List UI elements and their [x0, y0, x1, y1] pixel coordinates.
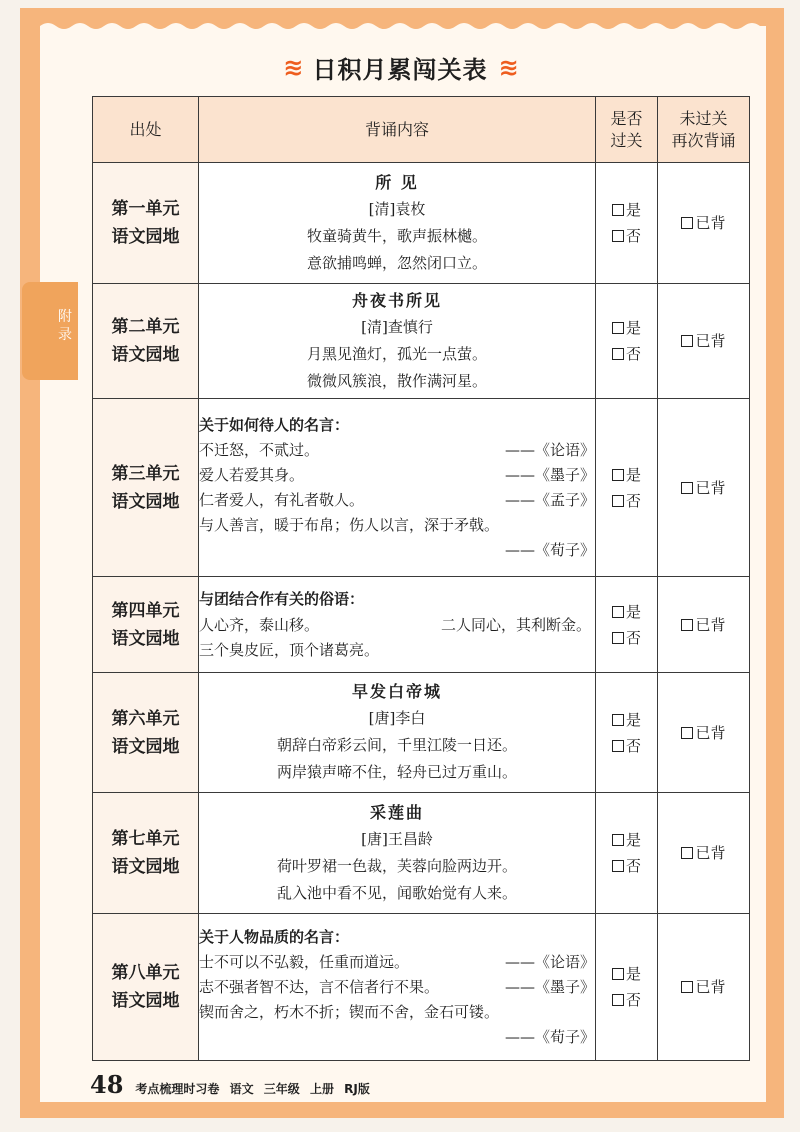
- poem-title: 采莲曲: [369, 802, 424, 822]
- quote-line: 锲而舍之，朽木不折；锲而不舍，金石可镂。: [199, 1002, 500, 1021]
- passed-cell: [596, 793, 658, 914]
- retry-cell: [658, 793, 750, 914]
- checkbox-square-icon: [681, 727, 693, 739]
- passed-no-checkbox[interactable]: 否: [596, 625, 657, 651]
- quote-group-heading: 关于如何待人的名言：: [199, 415, 350, 434]
- poem-line: 微微风簇浪，散作满河星。: [306, 371, 487, 390]
- poem-line: 两岸猿声啼不住，轻舟已过万重山。: [276, 763, 517, 781]
- checkbox-square-icon: [681, 619, 693, 631]
- passed-yes-checkbox[interactable]: 是: [596, 315, 657, 341]
- passed-cell: [596, 284, 658, 399]
- checkbox-square-icon: [612, 495, 624, 507]
- poem-author: [唐]李白: [368, 709, 426, 727]
- poem-line: 荷叶罗裙一色裁，芙蓉向脸两边开。: [276, 856, 517, 875]
- recitation-checklist-table: [92, 96, 750, 1061]
- header-source: 出处: [93, 97, 199, 163]
- quote-group-heading: 关于人物品质的名言：: [199, 927, 350, 946]
- page-title-bar: [0, 50, 800, 85]
- checkbox-square-icon: [612, 606, 624, 618]
- retry-cell: [658, 163, 750, 284]
- checkbox-square-icon: [612, 740, 624, 752]
- quote-line: 爱人若爱其身。 ——《墨子》: [199, 465, 595, 484]
- passed-cell: [596, 399, 658, 577]
- passed-yes-checkbox[interactable]: 是: [596, 462, 657, 488]
- passed-yes-checkbox[interactable]: 是: [596, 961, 657, 987]
- checkbox-square-icon: [612, 834, 624, 846]
- wave-decoration-right-icon: ≋: [498, 53, 517, 82]
- passed-no-checkbox[interactable]: 否: [596, 853, 657, 879]
- table-row: [93, 284, 750, 399]
- quote-source: ——《荀子》: [504, 1027, 595, 1046]
- table-row: [93, 163, 750, 284]
- passed-no-checkbox[interactable]: 否: [596, 223, 657, 249]
- checkbox-square-icon: [681, 217, 693, 229]
- checkbox-square-icon: [612, 994, 624, 1006]
- passed-cell: [596, 163, 658, 284]
- checkbox-square-icon: [612, 632, 624, 644]
- checkbox-square-icon: [612, 230, 624, 242]
- table-row: [93, 399, 750, 577]
- recited-checkbox[interactable]: 已背: [658, 210, 749, 236]
- poem-title: 所 见: [375, 172, 419, 192]
- book-info: 考点梳理时习卷 语文 三年级 上册 RJ版: [135, 1082, 370, 1096]
- passed-cell: [596, 577, 658, 673]
- header-retry: 未过关 再次背诵: [658, 97, 750, 163]
- row-content: [199, 577, 596, 673]
- row-source: 第七单元 语文园地: [93, 793, 199, 914]
- checkbox-square-icon: [681, 335, 693, 347]
- row-content: [199, 673, 596, 793]
- retry-cell: [658, 399, 750, 577]
- recited-checkbox[interactable]: 已背: [658, 328, 749, 354]
- table-row: [93, 673, 750, 793]
- header-passed: 是否 过关: [596, 97, 658, 163]
- checkbox-square-icon: [612, 860, 624, 872]
- poem-line: 乱入池中看不见，闻歌始觉有人来。: [276, 883, 517, 902]
- poem-author: [清]查慎行: [361, 317, 433, 336]
- table-row: [93, 793, 750, 914]
- quote-line: 不迁怒，不贰过。 ——《论语》: [199, 440, 595, 459]
- passed-yes-checkbox[interactable]: 是: [596, 707, 657, 733]
- page-title: 日积月累闯关表: [312, 56, 488, 84]
- poem-line: 意欲捕鸣蝉，忽然闭口立。: [306, 253, 487, 272]
- poem-author: [清]袁枚: [368, 199, 426, 218]
- passed-no-checkbox[interactable]: 否: [596, 488, 657, 514]
- passed-yes-checkbox[interactable]: 是: [596, 599, 657, 625]
- passed-yes-checkbox[interactable]: 是: [596, 827, 657, 853]
- header-content: 背诵内容: [199, 97, 596, 163]
- quote-source: ——《荀子》: [504, 540, 595, 559]
- checkbox-square-icon: [612, 469, 624, 481]
- appendix-tab-label: 附录: [58, 309, 72, 343]
- quote-line: 与人善言，暖于布帛；伤人以言，深于矛戟。: [199, 515, 500, 534]
- row-source: 第四单元 语文园地: [93, 577, 199, 673]
- page-number: 48: [90, 1070, 124, 1099]
- poem-title: 早发白帝城: [351, 682, 442, 701]
- recited-checkbox[interactable]: 已背: [658, 475, 749, 501]
- quote-line: 仁者爱人，有礼者敬人。 ——《孟子》: [199, 490, 595, 509]
- retry-cell: [658, 577, 750, 673]
- row-source: 第三单元 语文园地: [93, 399, 199, 577]
- recited-checkbox[interactable]: 已背: [658, 974, 749, 1000]
- table-row: [93, 914, 750, 1061]
- saying-line: 三个臭皮匠，顶个诸葛亮。: [199, 640, 380, 659]
- passed-no-checkbox[interactable]: 否: [596, 733, 657, 759]
- recited-checkbox[interactable]: 已背: [658, 720, 749, 746]
- saying-group-heading: 与团结合作有关的俗语：: [199, 589, 365, 608]
- row-content: [199, 163, 596, 284]
- row-source: 第二单元 语文园地: [93, 284, 199, 399]
- checkbox-square-icon: [681, 482, 693, 494]
- passed-cell: [596, 673, 658, 793]
- passed-no-checkbox[interactable]: 否: [596, 341, 657, 367]
- retry-cell: [658, 673, 750, 793]
- row-content: [199, 793, 596, 914]
- poem-line: 月黑见渔灯，孤光一点萤。: [306, 344, 487, 363]
- row-content: [199, 399, 596, 577]
- table-header-row: [93, 97, 750, 163]
- poem-line: 朝辞白帝彩云间，千里江陵一日还。: [276, 736, 517, 754]
- retry-cell: [658, 284, 750, 399]
- passed-cell: [596, 914, 658, 1061]
- saying-line: 人心齐，泰山移。 二人同心，其利断金。: [199, 615, 591, 634]
- checkbox-square-icon: [612, 322, 624, 334]
- retry-cell: [658, 914, 750, 1061]
- passed-no-checkbox[interactable]: 否: [596, 987, 657, 1013]
- recited-checkbox[interactable]: 已背: [658, 612, 749, 638]
- row-source: 第一单元 语文园地: [93, 163, 199, 284]
- wave-decoration-left-icon: ≋: [283, 53, 302, 82]
- row-source: 第八单元 语文园地: [93, 914, 199, 1061]
- poem-line: 牧童骑黄牛，歌声振林樾。: [306, 226, 487, 245]
- checkbox-square-icon: [612, 968, 624, 980]
- row-content: [199, 914, 596, 1061]
- checkbox-square-icon: [612, 204, 624, 216]
- checkbox-square-icon: [612, 714, 624, 726]
- passed-yes-checkbox[interactable]: 是: [596, 197, 657, 223]
- poem-author: [唐]王昌龄: [361, 829, 433, 848]
- quote-line: 志不强者智不达，言不信者行不果。 ——《墨子》: [199, 977, 595, 996]
- table-row: [93, 577, 750, 673]
- row-source: 第六单元 语文园地: [93, 673, 199, 793]
- checkbox-square-icon: [681, 847, 693, 859]
- quote-line: 士不可以不弘毅，任重而道远。 ——《论语》: [199, 952, 595, 971]
- checkbox-square-icon: [681, 981, 693, 993]
- checkbox-square-icon: [612, 348, 624, 360]
- page-footer: [90, 1070, 370, 1100]
- recited-checkbox[interactable]: 已背: [658, 840, 749, 866]
- poem-title: 舟夜书所见: [351, 290, 442, 310]
- row-content: [199, 284, 596, 399]
